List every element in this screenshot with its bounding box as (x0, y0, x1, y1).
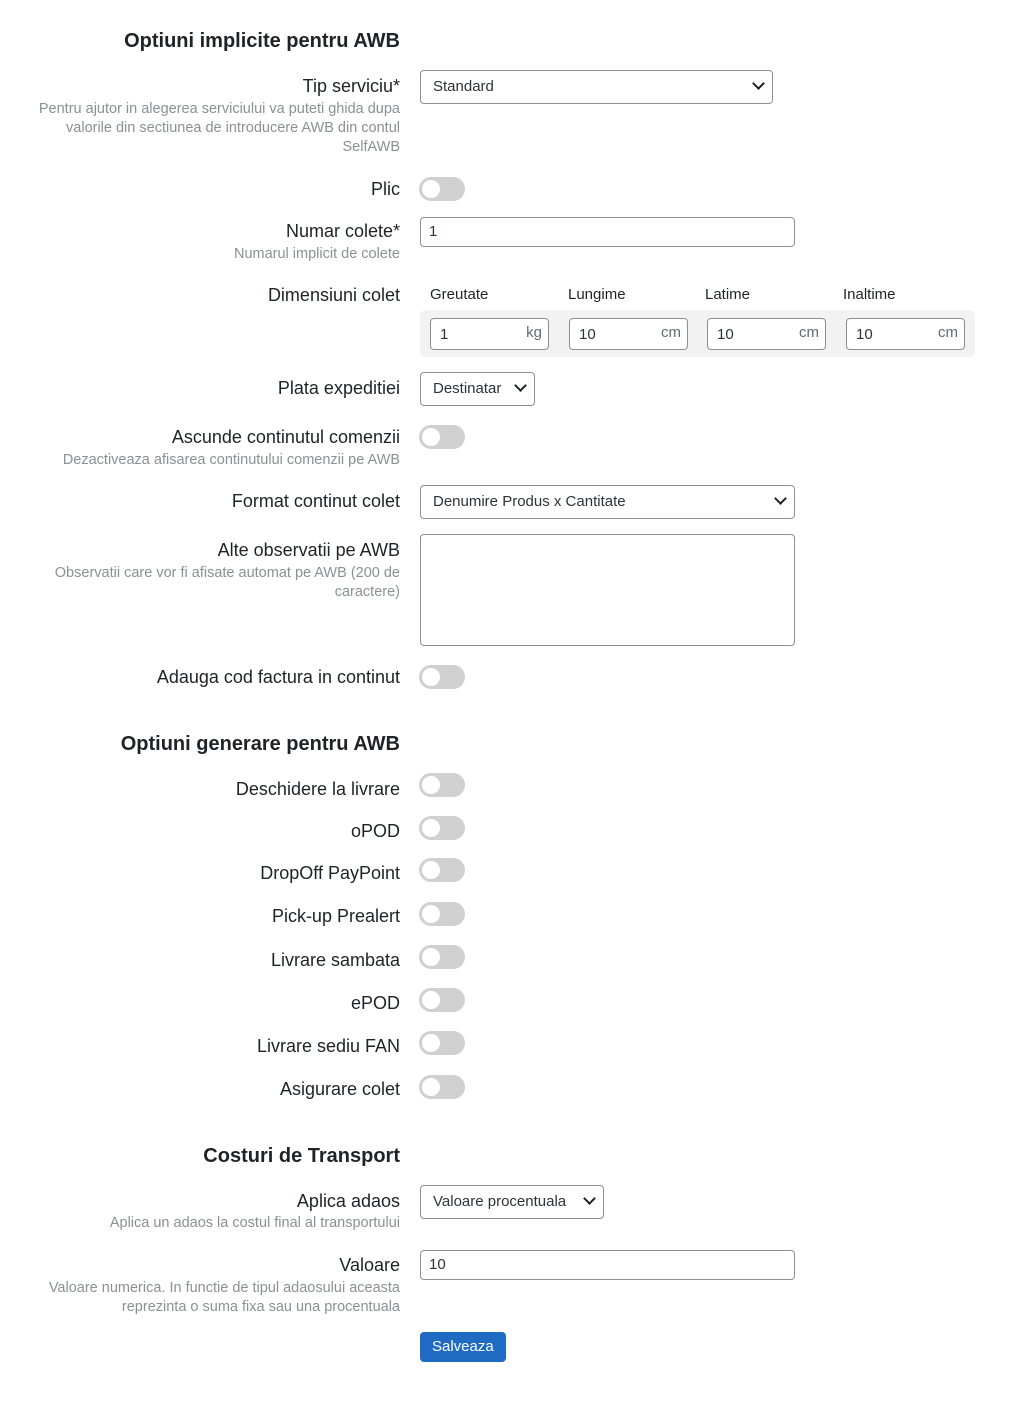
observatii-textarea[interactable] (420, 534, 795, 646)
asigurare-toggle[interactable] (419, 1075, 465, 1099)
numar-colete-label: Numar colete* (285, 221, 400, 241)
ascunde-label: Ascunde continutul comenzii (171, 427, 400, 447)
sambata-toggle[interactable] (419, 945, 465, 969)
numar-colete-input[interactable]: 1 (420, 217, 795, 247)
lungime-unit: cm (661, 324, 681, 341)
ascunde-toggle[interactable] (419, 425, 465, 449)
adaos-label: Aplica adaos (296, 1191, 400, 1211)
deschidere-toggle[interactable] (419, 773, 465, 797)
toggle-knob (422, 776, 440, 794)
inaltime-unit: cm (938, 324, 958, 341)
lungime-value: 10 (579, 326, 596, 343)
valoare-help: Valoare numerica. In functie de tipul adaosului aceasta reprezinta o suma fixa sau una procentuala (48, 1280, 400, 1315)
adaos-help: Aplica un adaos la costul final al transportului (109, 1215, 400, 1231)
chevron-down-icon (514, 379, 527, 392)
lungime-input[interactable] (569, 318, 688, 350)
opod-toggle[interactable] (419, 816, 465, 840)
observatii-label: Alte observatii pe AWB (217, 540, 400, 560)
toggle-knob (422, 991, 440, 1009)
plic-label: Plic (370, 179, 400, 199)
deschidere-label: Deschidere la livrare (235, 779, 400, 799)
ascunde-help: Dezactiveaza afisarea continutului comenzii pe AWB (62, 452, 400, 468)
valoare-input[interactable]: 10 (420, 1250, 795, 1280)
section-title-generare: Optiuni generare pentru AWB (120, 733, 400, 755)
latime-value: 10 (717, 326, 734, 343)
cod-factura-toggle[interactable] (419, 665, 465, 689)
observatii-help: Observatii care vor fi afisate automat pe AWB (200 de caractere) (54, 565, 400, 600)
format-value: Denumire Produs x Cantitate (433, 493, 626, 510)
sambata-label: Livrare sambata (270, 950, 400, 970)
save-button[interactable]: Salveaza (420, 1332, 506, 1362)
toggle-knob (422, 861, 440, 879)
format-select[interactable] (420, 485, 795, 519)
adaos-value: Valoare procentuala (433, 1193, 567, 1210)
dimensiuni-label: Dimensiuni colet (267, 285, 400, 305)
plic-toggle[interactable] (419, 177, 465, 201)
tip-serviciu-help: Pentru ajutor in alegerea serviciului va puteti ghida dupa valorile din sectiunea de introducere AWB din contul SelfAWB (38, 101, 400, 155)
tip-serviciu-select[interactable] (420, 70, 773, 104)
adaos-select[interactable] (420, 1185, 604, 1219)
epod-toggle[interactable] (419, 988, 465, 1012)
section-title-costuri: Costuri de Transport (203, 1145, 400, 1167)
epod-label: ePOD (350, 993, 400, 1013)
sediu-fan-label: Livrare sediu FAN (256, 1036, 400, 1056)
chevron-down-icon (583, 1192, 596, 1205)
format-label: Format continut colet (231, 491, 400, 511)
inaltime-input[interactable] (846, 318, 965, 350)
toggle-knob (422, 668, 440, 686)
toggle-knob (422, 819, 440, 837)
latime-unit: cm (799, 324, 819, 341)
chevron-down-icon (774, 492, 787, 505)
toggle-knob (422, 1078, 440, 1096)
plata-value: Destinatar (433, 380, 502, 397)
tip-serviciu-value: Standard (433, 78, 494, 95)
valoare-label: Valoare (339, 1255, 400, 1275)
toggle-knob (422, 428, 440, 446)
asigurare-label: Asigurare colet (279, 1079, 400, 1099)
tip-serviciu-label: Tip serviciu* (302, 76, 400, 96)
latime-input[interactable] (707, 318, 826, 350)
inaltime-value: 10 (856, 326, 873, 343)
dropoff-label: DropOff PayPoint (260, 863, 400, 883)
toggle-knob (422, 1034, 440, 1052)
opod-label: oPOD (350, 821, 400, 838)
section-title-defaults: Optiuni implicite pentru AWB (124, 30, 400, 52)
numar-colete-help: Numarul implicit de colete (233, 246, 400, 262)
toggle-knob (422, 180, 440, 198)
greutate-value: 1 (440, 326, 449, 343)
lungime-header: Lungime (568, 286, 626, 303)
cod-factura-label: Adauga cod factura in continut (156, 667, 400, 687)
plata-select[interactable] (420, 372, 535, 406)
latime-header: Latime (705, 286, 751, 303)
pickup-label: Pick-up Prealert (271, 906, 400, 926)
toggle-knob (422, 905, 440, 923)
sediu-fan-toggle[interactable] (419, 1031, 465, 1055)
pickup-toggle[interactable] (419, 902, 465, 926)
greutate-unit: kg (526, 324, 542, 341)
plata-label: Plata expeditiei (277, 378, 400, 398)
toggle-knob (422, 948, 440, 966)
chevron-down-icon (752, 77, 765, 90)
inaltime-header: Inaltime (843, 286, 896, 303)
greutate-input[interactable] (430, 318, 549, 350)
dropoff-toggle[interactable] (419, 858, 465, 882)
greutate-header: Greutate (430, 286, 489, 303)
